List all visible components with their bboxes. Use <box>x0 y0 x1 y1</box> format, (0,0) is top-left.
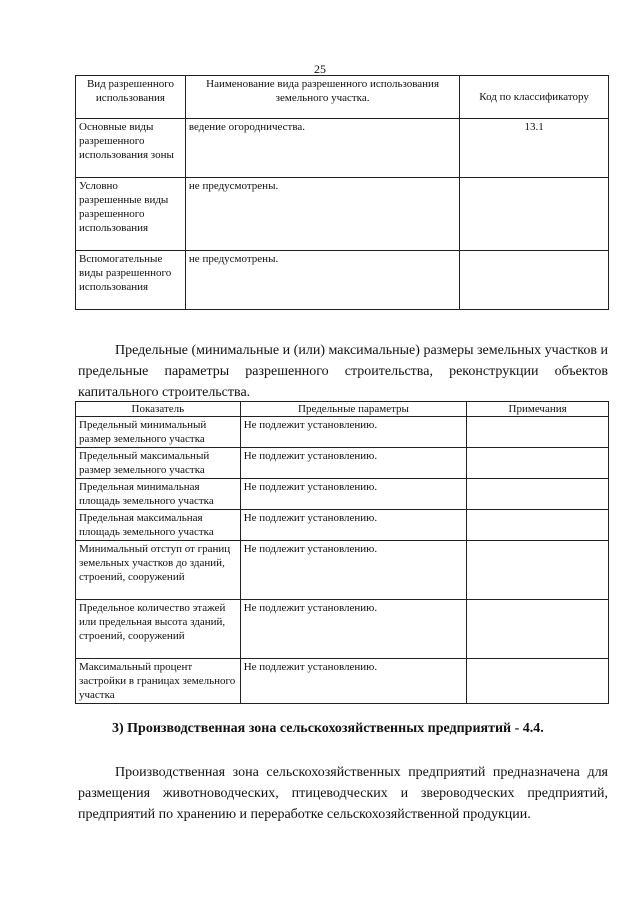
section-heading: 3) Производственная зона сельскохозяйственных предприятий - 4.4. <box>112 721 544 736</box>
column-header: Показатель <box>76 402 241 417</box>
classifier-code-cell <box>460 178 609 251</box>
use-name-cell: не предусмотрены. <box>185 178 459 251</box>
page-number: 25 <box>314 62 326 76</box>
table-row <box>76 659 609 704</box>
note-cell <box>467 510 609 541</box>
table-row <box>76 417 609 448</box>
table-row <box>76 119 609 178</box>
note-cell <box>467 448 609 479</box>
table-row <box>76 178 609 251</box>
indicator-cell: Максимальный процент застройки в границах земельного участка <box>76 659 241 704</box>
indicator-cell: Предельный минимальный размер земельного участка <box>76 417 241 448</box>
note-cell <box>467 541 609 600</box>
table-row <box>76 510 609 541</box>
indicator-cell: Предельный максимальный размер земельного участка <box>76 448 241 479</box>
value-cell: Не подлежит установлению. <box>240 417 467 448</box>
permitted-use-table <box>75 75 609 310</box>
indicator-cell: Предельная максимальная площадь земельного участка <box>76 510 241 541</box>
value-cell: Не подлежит установлению. <box>240 448 467 479</box>
value-cell: Не подлежит установлению. <box>240 659 467 704</box>
indicator-cell: Предельная минимальная площадь земельного участка <box>76 479 241 510</box>
value-cell: Не подлежит установлению. <box>240 479 467 510</box>
column-header: Код по классификатору <box>460 76 609 119</box>
indicator-cell: Минимальный отступ от границ земельных участков до зданий, строений, сооружений <box>76 541 241 600</box>
value-cell: Не подлежит установлению. <box>240 541 467 600</box>
indicator-cell: Предельное количество этажей или предельная высота зданий, строений, сооружений <box>76 600 241 659</box>
classifier-code-cell: 13.1 <box>460 119 609 178</box>
limits-paragraph: Предельные (минимальные и (или) максимальные) размеры земельных участков и предельные параметры разрешенного строительства, реконструкции объектов капитального строительства. <box>78 343 608 400</box>
value-cell: Не подлежит установлению. <box>240 600 467 659</box>
use-type-cell: Основные виды разрешенного использования зоны <box>76 119 186 178</box>
table-row <box>76 479 609 510</box>
note-cell <box>467 659 609 704</box>
table-row <box>76 448 609 479</box>
use-type-cell: Вспомогательные виды разрешенного использования <box>76 251 186 310</box>
table-row <box>76 251 609 310</box>
note-cell <box>467 479 609 510</box>
column-header: Вид разрешенного использования <box>76 76 186 119</box>
use-name-cell: ведение огородничества. <box>185 119 459 178</box>
note-cell <box>467 600 609 659</box>
classifier-code-cell <box>460 251 609 310</box>
value-cell: Не подлежит установлению. <box>240 510 467 541</box>
table-header-row <box>76 76 609 119</box>
column-header: Предельные параметры <box>240 402 467 417</box>
use-type-cell: Условно разрешенные виды разрешенного использования <box>76 178 186 251</box>
limits-table <box>75 401 609 704</box>
use-name-cell: не предусмотрены. <box>185 251 459 310</box>
table-row <box>76 541 609 600</box>
zone-description-paragraph: Производственная зона сельскохозяйственных предприятий предназначена для размещения животноводческих, птицеводческих и звероводческих предприятий, предприятий по хранению и переработке сельскохозяйственной продукции. <box>78 765 608 822</box>
table-header-row <box>76 402 609 417</box>
note-cell <box>467 417 609 448</box>
column-header: Примечания <box>467 402 609 417</box>
column-header: Наименование вида разрешенного использования земельного участка. <box>185 76 459 119</box>
table-row <box>76 600 609 659</box>
